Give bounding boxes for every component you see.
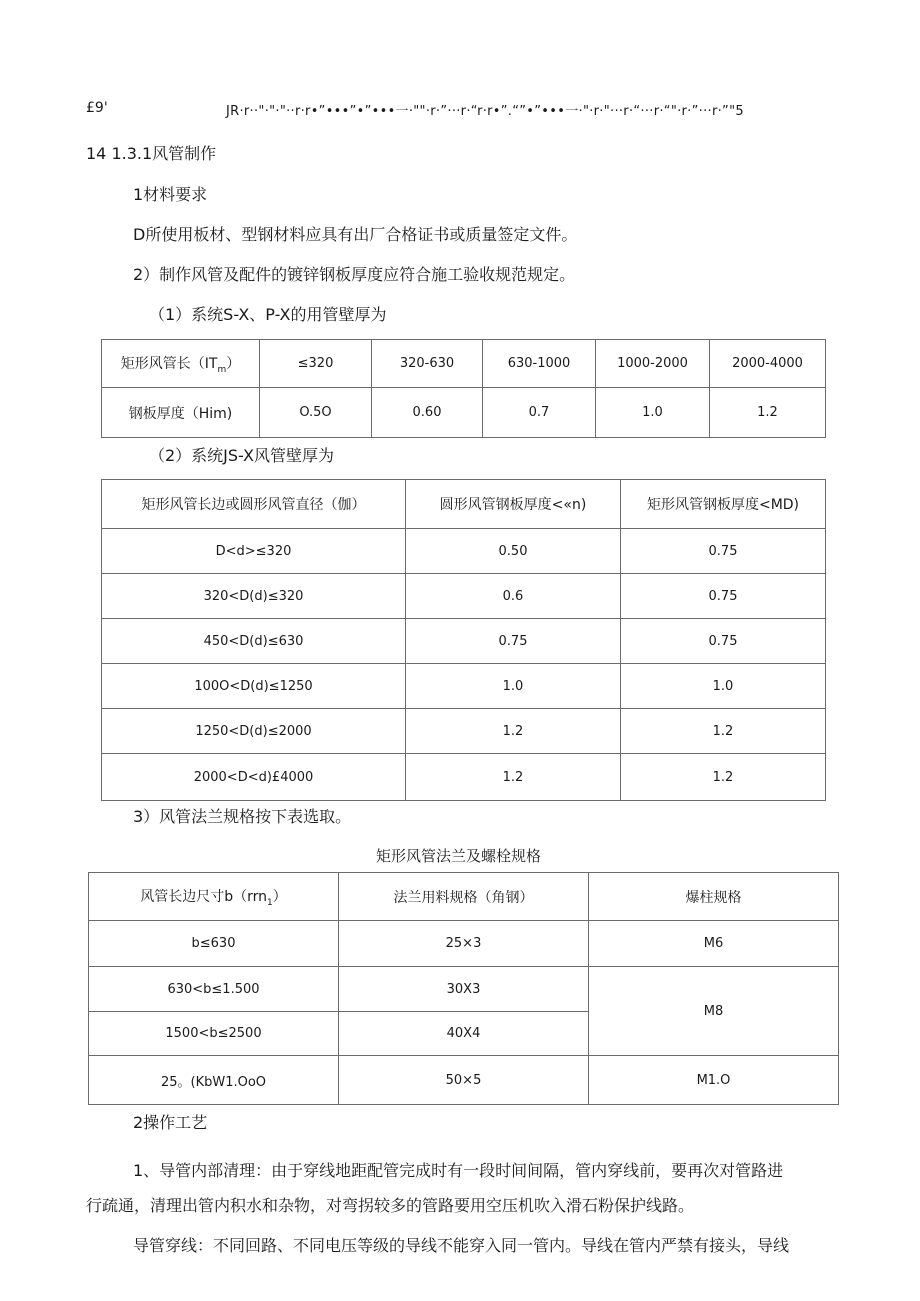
table-cell: 0.50 — [406, 529, 621, 574]
table-header-cell: 爆柱规格 — [589, 873, 839, 921]
table-cell: 0.75 — [621, 574, 826, 619]
table-cell: 0.6 — [406, 574, 621, 619]
paragraph-wire-threading-line1: 导管穿线：不同回路、不同电压等级的导线不能穿入同一管内。导线在管内严禁有接头，导线 — [133, 1236, 790, 1255]
table-cell: 1.0 — [596, 388, 710, 438]
table-cell: 1.0 — [621, 664, 826, 709]
table-header-cell: 矩形风管长边或圆形风管直径（伽） — [102, 480, 406, 529]
table-cell: 25。(KbW1.OoO — [89, 1056, 339, 1105]
table-cell: 2000<D<d)£4000 — [102, 754, 406, 801]
table-cell: 30X3 — [339, 967, 589, 1012]
table-cell: 0.7 — [483, 388, 596, 438]
table-cell: O.5O — [260, 388, 372, 438]
table-row — [102, 388, 826, 438]
table-cell: M1.O — [589, 1056, 839, 1105]
table-row — [89, 967, 839, 1012]
flange-bolt-spec-table — [88, 872, 839, 1105]
paragraph-materials-cert: D所使用板材、型钢材料应具有出厂合格证书或质量签定文件。 — [133, 225, 578, 244]
table-cell: 450<D(d)≤630 — [102, 619, 406, 664]
table-row — [102, 709, 826, 754]
table2-caption: （2）系统JS-X风管壁厚为 — [149, 446, 334, 465]
sub-heading-operation: 2操作工艺 — [133, 1113, 208, 1132]
table-cell: 0.75 — [406, 619, 621, 664]
table-cell: 矩形风管长$(IT_m)$ — [102, 340, 260, 388]
paragraph-conduit-cleaning-line1: 1、导管内部清理：由于穿线地距配管完成时有一段时间间隔，管内穿线前，要再次对管路进 — [133, 1161, 784, 1180]
table-cell: 50×5 — [339, 1056, 589, 1105]
table-cell: 320-630 — [372, 340, 483, 388]
table-cell: 1000-2000 — [596, 340, 710, 388]
table-row — [89, 1056, 839, 1105]
table-cell: 25×3 — [339, 921, 589, 967]
table-cell: D<d>≤320 — [102, 529, 406, 574]
table-row — [102, 574, 826, 619]
table-cell: 1500<b≤2500 — [89, 1012, 339, 1056]
table-header-row — [89, 873, 839, 921]
table-row — [102, 529, 826, 574]
table-header-cell: 法兰用料规格（角钢） — [339, 873, 589, 921]
table-cell: M6 — [589, 921, 839, 967]
table-cell: 1.2 — [710, 388, 826, 438]
table-cell: 630-1000 — [483, 340, 596, 388]
table-row — [102, 754, 826, 801]
sub-heading-materials: 1材料要求 — [133, 185, 208, 204]
table3-title: 矩形风管法兰及螺栓规格 — [376, 847, 542, 865]
table-cell: ≤320 — [260, 340, 372, 388]
table-cell: 40X4 — [339, 1012, 589, 1056]
table-cell: 1.2 — [406, 709, 621, 754]
table-row — [102, 619, 826, 664]
table-cell: 2000-4000 — [710, 340, 826, 388]
header-page-mark: £9' — [86, 100, 108, 116]
table1-caption: （1）系统S-X、P-X的用管壁厚为 — [149, 305, 387, 324]
table-row — [102, 664, 826, 709]
wall-thickness-table-jsx — [101, 479, 826, 801]
table-row — [89, 921, 839, 967]
table-cell: 630<b≤1.500 — [89, 967, 339, 1012]
table-header-cell: 圆形风管钢板厚度<«n) — [406, 480, 621, 529]
table-cell: 0.75 — [621, 529, 826, 574]
table-cell: 1.2 — [621, 709, 826, 754]
table-cell: b≤630 — [89, 921, 339, 967]
table-cell: 1.2 — [406, 754, 621, 801]
header-garbled-text: JR·r··"·"·"··r·r•”•••”•”•••一·""·r·”···r·“r·r•”.“”•”•••一·"·r·"···r·“···r·“"·r·”···r·”"5 — [226, 104, 744, 119]
table-header-cell: 矩形风管钢板厚度<MD) — [621, 480, 826, 529]
table-cell: 0.75 — [621, 619, 826, 664]
paragraph-conduit-cleaning-line2: 行疏通，清理出管内积水和杂物，对弯拐较多的管路要用空压机吹入滑石粉保护线路。 — [86, 1196, 695, 1215]
table-cell: 1250<D(d)≤2000 — [102, 709, 406, 754]
paragraph-flange-spec: 3）风管法兰规格按下表选取。 — [133, 807, 352, 826]
wall-thickness-table-sx-px — [101, 339, 826, 438]
table-header-cell: 风管长边尺寸b（rrn$_1$） — [89, 873, 339, 921]
table-cell: 100O<D(d)≤1250 — [102, 664, 406, 709]
table-row — [102, 340, 826, 388]
table-cell: 320<D(d)≤320 — [102, 574, 406, 619]
table-cell: 0.60 — [372, 388, 483, 438]
section-title: 14 1.3.1风管制作 — [86, 144, 217, 163]
paragraph-steel-thickness: 2）制作风管及配件的镀锌钢板厚度应符合施工验收规范规定。 — [133, 265, 576, 284]
table-header-row — [102, 480, 826, 529]
table-cell: M8 — [589, 967, 839, 1056]
table-cell: 钢板厚度（Him) — [102, 388, 260, 438]
table-cell: 1.2 — [621, 754, 826, 801]
table-cell: 1.0 — [406, 664, 621, 709]
